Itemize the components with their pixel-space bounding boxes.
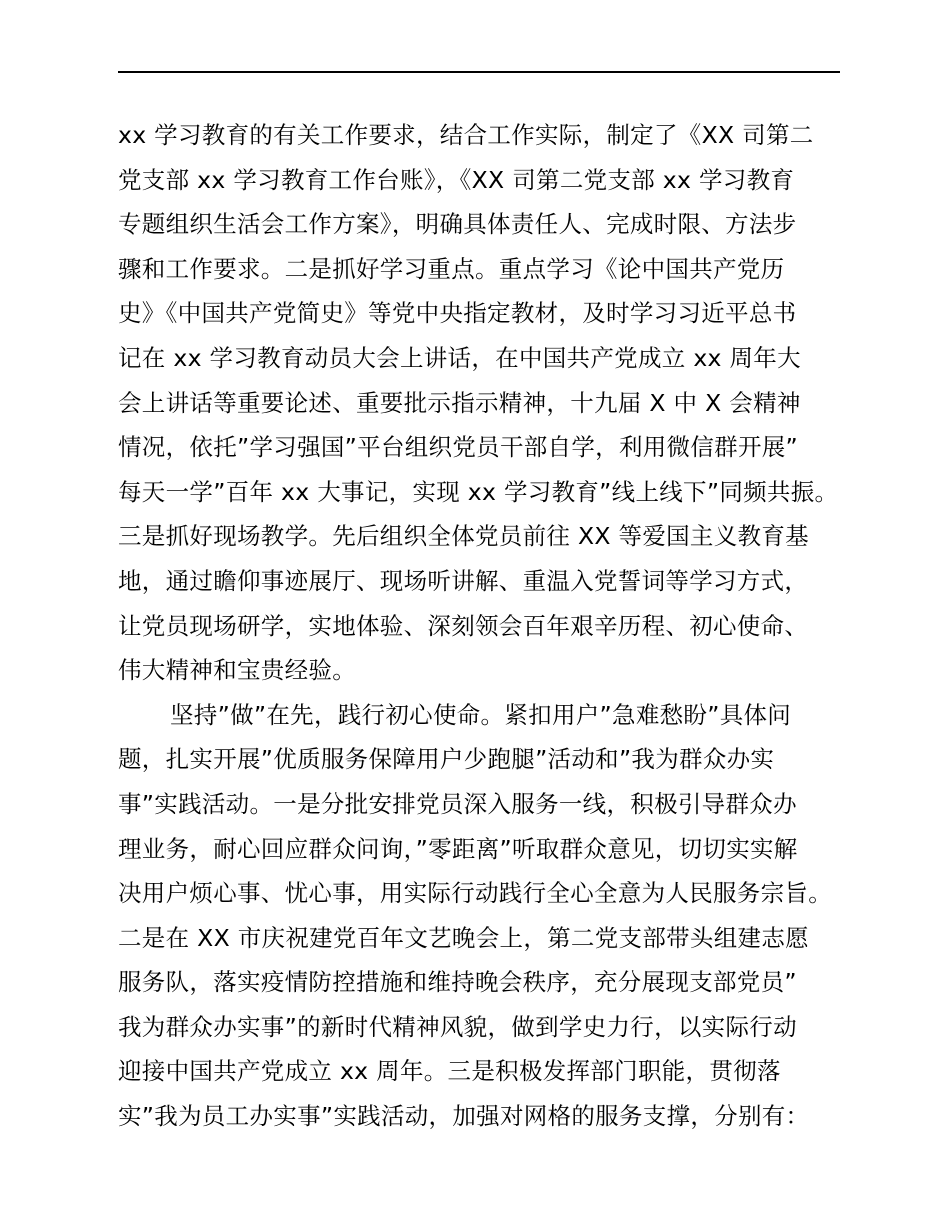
text-line: 地，通过瞻仰事迹展厅、现场听讲解、重温入党誓词等学习方式， bbox=[118, 566, 809, 595]
text-line: 决用户烦心事、忧心事，用实际行动践行全心全意为人民服务宗旨。 bbox=[118, 879, 832, 908]
body-text bbox=[118, 113, 846, 1139]
text-line: 服务队，落实疫情防控措施和维持晚会秩序，充分展现支部党员” bbox=[118, 968, 797, 997]
text-line: 情况，依托”学习强国”平台组织党员干部自学，利用微信群开展” bbox=[118, 433, 799, 462]
text-line: 理业务，耐心回应群众问询，”零距离”听取群众意见，切切实实解 bbox=[118, 834, 798, 863]
text-line: 二是在 XX 市庆祝建党百年文艺晚会上，第二党支部带头组建志愿 bbox=[118, 923, 809, 952]
text-line: 事”实践活动。一是分批安排党员深入服务一线，积极引导群众办 bbox=[118, 789, 797, 818]
paragraph-first-line: 坚持”做”在先，践行初心使命。紧扣用户”急难愁盼”具体问 bbox=[170, 700, 792, 729]
text-line: 三是抓好现场教学。先后组织全体党员前往 XX 等爱国主义教育基 bbox=[118, 522, 809, 551]
text-line: 骤和工作要求。二是抓好学习重点。重点学习《论中国共产党历 bbox=[118, 254, 785, 283]
text-line: 史》《中国共产党简史》等党中央指定教材，及时学习习近平总书 bbox=[118, 299, 797, 328]
header-rule bbox=[118, 71, 840, 73]
text-line: 让党员现场研学，实地体验、深刻领会百年艰辛历程、初心使命、 bbox=[118, 611, 809, 640]
text-line: 迎接中国共产党成立 xx 周年。三是积极发挥部门职能，贯彻落 bbox=[118, 1057, 781, 1086]
text-line: 实”我为员工办实事”实践活动，加强对网格的服务支撑，分别有： bbox=[118, 1102, 810, 1131]
text-line: 每天一学”百年 xx 大事记，实现 xx 学习教育”线上线下”同频共振。 bbox=[118, 477, 839, 506]
text-line: 记在 xx 学习教育动员大会上讲话，在中国共产党成立 xx 周年大 bbox=[118, 343, 801, 372]
text-line: 我为群众办实事”的新时代精神风貌，做到学史力行，以实际行动 bbox=[118, 1012, 797, 1041]
text-line: 专题组织生活会工作方案》，明确具体责任人、完成时限、方法步 bbox=[118, 210, 797, 239]
text-line: 题，扎实开展”优质服务保障用户少跑腿”活动和”我为群众办实 bbox=[118, 745, 775, 774]
text-line: 党支部 xx 学习教育工作台账》，《XX 司第二党支部 xx 学习教育 bbox=[118, 165, 795, 194]
text-line: xx 学习教育的有关工作要求，结合工作实际，制定了《XX 司第二 bbox=[118, 121, 814, 149]
text-line: 伟大精神和宝贵经验。 bbox=[118, 656, 356, 685]
text-line: 会上讲话等重要论述、重要批示指示精神，十九届 X 中 X 会精神 bbox=[118, 388, 801, 417]
